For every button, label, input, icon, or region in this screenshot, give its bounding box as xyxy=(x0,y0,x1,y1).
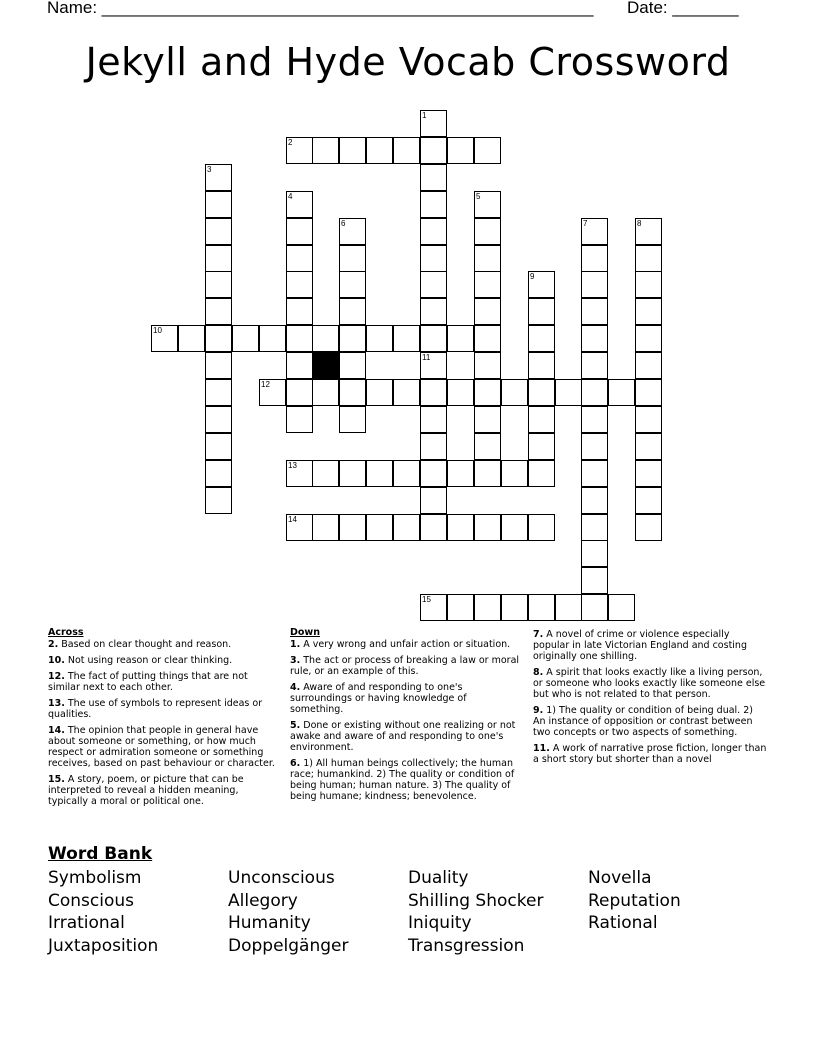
grid-cell[interactable] xyxy=(339,379,366,406)
word-bank-item: Transgression xyxy=(408,935,525,956)
grid-cell[interactable] xyxy=(528,594,555,621)
grid-cell[interactable] xyxy=(312,325,339,352)
grid-cell[interactable] xyxy=(474,379,501,406)
word-bank-item: Rational xyxy=(588,913,658,933)
clue-down-6: 6. 1) All human beings collectively; the human race; humankind. 2) The quality or condition of being human; human nature. 3) The quality of being humane; kindness; benevolence. xyxy=(290,758,515,802)
grid-cell[interactable] xyxy=(528,406,555,433)
clue-down-1: 1. A very wrong and unfair action or situation. xyxy=(290,639,511,650)
grid-cell[interactable] xyxy=(205,487,232,514)
clue-number: 4 xyxy=(288,192,293,201)
grid-cell[interactable] xyxy=(420,191,447,218)
grid-cell[interactable] xyxy=(420,594,447,621)
grid-cell[interactable] xyxy=(286,137,313,164)
grid-cell[interactable] xyxy=(366,325,393,352)
word-bank-column-1 xyxy=(48,867,158,957)
grid-cell[interactable] xyxy=(205,352,232,379)
grid-cell[interactable] xyxy=(420,137,447,164)
grid-cell[interactable] xyxy=(286,514,313,541)
word-bank-item: Unconscious xyxy=(228,868,335,888)
across-heading: Across xyxy=(48,627,84,638)
grid-cell[interactable] xyxy=(312,379,339,406)
page-title: Jekyll and Hyde Vocab Crossword xyxy=(85,40,731,84)
grid-cell[interactable] xyxy=(474,298,501,325)
clue-down-8: 8. A spirit that looks exactly like a living person, or someone who looks exactly like someone else but who is not related to that person. xyxy=(533,667,766,700)
clue-down-11: 11. A work of narrative prose fiction, longer than a short story but shorter than a novel xyxy=(533,743,767,765)
grid-cell[interactable] xyxy=(312,460,339,487)
grid-cell[interactable] xyxy=(339,352,366,379)
grid-cell[interactable] xyxy=(528,352,555,379)
grid-cell[interactable] xyxy=(312,514,339,541)
grid-cell[interactable] xyxy=(420,110,447,137)
word-bank-item: Novella xyxy=(588,868,652,888)
down-heading: Down xyxy=(290,627,320,638)
grid-cell[interactable] xyxy=(635,271,662,298)
word-bank-title: Word Bank xyxy=(48,844,153,864)
grid-cell[interactable] xyxy=(286,352,313,379)
grid-cell[interactable] xyxy=(286,460,313,487)
name-field[interactable]: Name: ____________________________________________________ xyxy=(47,0,594,17)
grid-cell[interactable] xyxy=(474,433,501,460)
clue-number: 10 xyxy=(153,326,162,335)
clue-number: 11 xyxy=(422,353,431,362)
grid-cell[interactable] xyxy=(205,406,232,433)
grid-cell[interactable] xyxy=(178,325,205,352)
grid-cell[interactable] xyxy=(635,379,662,406)
grid-cell[interactable] xyxy=(366,514,393,541)
word-bank-item: Symbolism xyxy=(48,868,142,888)
grid-cell[interactable] xyxy=(393,379,420,406)
grid-cell[interactable] xyxy=(447,594,474,621)
clue-number: 12 xyxy=(261,380,270,389)
grid-cell[interactable] xyxy=(205,433,232,460)
clue-across-13: 13. The use of symbols to represent ideas or qualities. xyxy=(48,698,263,720)
grid-cell[interactable] xyxy=(608,379,635,406)
word-bank-item: Iniquity xyxy=(408,913,472,933)
grid-cell[interactable] xyxy=(420,514,447,541)
grid-cell[interactable] xyxy=(339,406,366,433)
grid-cell[interactable] xyxy=(555,594,582,621)
clue-across-10: 10. Not using reason or clear thinking. xyxy=(48,655,233,666)
word-bank-item: Humanity xyxy=(228,913,311,933)
grid-cell[interactable] xyxy=(501,460,528,487)
grid-cell[interactable] xyxy=(447,137,474,164)
grid-cell[interactable] xyxy=(581,379,608,406)
grid-cell[interactable] xyxy=(528,298,555,325)
grid-cell[interactable] xyxy=(232,325,259,352)
grid-cell[interactable] xyxy=(205,191,232,218)
grid-cell[interactable] xyxy=(339,271,366,298)
grid-cell[interactable] xyxy=(420,460,447,487)
grid-cell[interactable] xyxy=(205,164,232,191)
grid-cell[interactable] xyxy=(528,514,555,541)
grid-cell[interactable] xyxy=(501,379,528,406)
grid-cell[interactable] xyxy=(205,379,232,406)
grid-cell[interactable] xyxy=(366,379,393,406)
clue-number: 8 xyxy=(637,219,642,228)
grid-cell[interactable] xyxy=(581,271,608,298)
clue-down-7: 7. A novel of crime or violence especially popular in late Victorian England and costing originally one shilling. xyxy=(533,629,747,662)
grid-cell[interactable] xyxy=(259,325,286,352)
clue-number: 6 xyxy=(341,219,346,228)
clue-down-3: 3. The act or process of breaking a law or moral rule, or an example of this. xyxy=(290,655,520,677)
grid-cell[interactable] xyxy=(393,325,420,352)
grid-cell[interactable] xyxy=(635,298,662,325)
grid-cell[interactable] xyxy=(366,460,393,487)
grid-cell[interactable] xyxy=(528,433,555,460)
grid-cell[interactable] xyxy=(286,325,313,352)
grid-cell[interactable] xyxy=(474,325,501,352)
grid-cell[interactable] xyxy=(447,514,474,541)
grid-cell[interactable] xyxy=(420,487,447,514)
grid-cell[interactable] xyxy=(581,298,608,325)
clue-number: 1 xyxy=(422,111,427,120)
grid-cell[interactable] xyxy=(447,325,474,352)
grid-cell[interactable] xyxy=(581,567,608,594)
grid-cell[interactable] xyxy=(447,460,474,487)
grid-cell[interactable] xyxy=(635,325,662,352)
grid-cell[interactable] xyxy=(286,218,313,245)
grid-cell[interactable] xyxy=(286,245,313,272)
grid-cell[interactable] xyxy=(286,271,313,298)
grid-cell[interactable] xyxy=(312,137,339,164)
grid-cell[interactable] xyxy=(393,514,420,541)
grid-cell[interactable] xyxy=(420,218,447,245)
grid-cell[interactable] xyxy=(420,379,447,406)
grid-cell[interactable] xyxy=(474,514,501,541)
grid-cell[interactable] xyxy=(581,352,608,379)
grid-cell[interactable] xyxy=(581,406,608,433)
grid-cell[interactable] xyxy=(474,271,501,298)
grid-cell[interactable] xyxy=(420,298,447,325)
grid-cell[interactable] xyxy=(474,594,501,621)
grid-cell[interactable] xyxy=(635,433,662,460)
grid-cell[interactable] xyxy=(286,298,313,325)
grid-cell[interactable] xyxy=(581,540,608,567)
grid-cell[interactable] xyxy=(528,379,555,406)
grid-cell[interactable] xyxy=(339,218,366,245)
grid-cell[interactable] xyxy=(635,460,662,487)
grid-cell[interactable] xyxy=(555,379,582,406)
grid-cell[interactable] xyxy=(286,191,313,218)
grid-cell[interactable] xyxy=(474,352,501,379)
grid-cell[interactable] xyxy=(528,271,555,298)
grid-cell[interactable] xyxy=(420,164,447,191)
clue-number: 7 xyxy=(583,219,588,228)
grid-cell[interactable] xyxy=(581,594,608,621)
grid-cell[interactable] xyxy=(205,298,232,325)
grid-cell[interactable] xyxy=(339,514,366,541)
word-bank-item: Reputation xyxy=(588,890,681,911)
word-bank-item: Doppelgänger xyxy=(228,935,349,956)
grid-cell[interactable] xyxy=(286,379,313,406)
grid-cell[interactable] xyxy=(581,245,608,272)
grid-cell[interactable] xyxy=(339,325,366,352)
clue-number: 5 xyxy=(476,192,481,201)
grid-cell[interactable] xyxy=(474,460,501,487)
word-bank-column-2 xyxy=(228,867,348,957)
clue-down-9: 9. 1) The quality or condition of being dual. 2) An instance of opposition or contrast between two concepts or two aspects of something. xyxy=(533,705,753,738)
date-field[interactable]: Date: _______ xyxy=(627,0,739,17)
across-clues xyxy=(48,627,280,812)
grid-cell[interactable] xyxy=(608,594,635,621)
grid-cell[interactable] xyxy=(420,325,447,352)
grid-cell[interactable] xyxy=(205,218,232,245)
grid-cell[interactable] xyxy=(501,514,528,541)
grid-cell[interactable] xyxy=(366,137,393,164)
grid-cell[interactable] xyxy=(420,271,447,298)
grid-cell[interactable] xyxy=(205,271,232,298)
grid-cell[interactable] xyxy=(635,245,662,272)
grid-cell[interactable] xyxy=(474,137,501,164)
word-bank-column-3 xyxy=(408,867,543,957)
grid-cell[interactable] xyxy=(528,460,555,487)
word-bank-item: Allegory xyxy=(228,890,298,911)
word-bank-item: Juxtaposition xyxy=(48,935,159,956)
clue-across-12: 12. The fact of putting things that are not similar next to each other. xyxy=(48,671,248,693)
grid-cell[interactable] xyxy=(635,218,662,245)
grid-cell[interactable] xyxy=(205,460,232,487)
word-bank-column-4 xyxy=(588,867,681,935)
word-bank-item: Shilling Shocker xyxy=(408,890,544,911)
grid-cell[interactable] xyxy=(420,352,447,379)
down-clues-continued xyxy=(533,629,768,770)
word-bank-item: Conscious xyxy=(48,890,135,911)
clue-across-2: 2. Based on clear thought and reason. xyxy=(48,639,232,650)
grid-cell[interactable] xyxy=(474,406,501,433)
grid-cell[interactable] xyxy=(286,406,313,433)
clue-number: 13 xyxy=(288,461,297,470)
clue-number: 3 xyxy=(207,165,212,174)
grid-cell[interactable] xyxy=(205,245,232,272)
grid-cell[interactable] xyxy=(447,379,474,406)
grid-cell[interactable] xyxy=(259,379,286,406)
grid-cell[interactable] xyxy=(151,325,178,352)
clue-number: 9 xyxy=(530,272,535,281)
grid-cell[interactable] xyxy=(581,460,608,487)
grid-cell[interactable] xyxy=(581,433,608,460)
grid-cell[interactable] xyxy=(205,325,232,352)
clue-down-5: 5. Done or existing without one realizing or not awake and aware of and responding to one's environment. xyxy=(290,720,516,753)
grid-cell[interactable] xyxy=(635,406,662,433)
clue-down-4: 4. Aware of and responding to one's surroundings or having knowledge of something. xyxy=(290,682,467,715)
grid-cell[interactable] xyxy=(635,487,662,514)
grid-cell[interactable] xyxy=(635,514,662,541)
clue-across-15: 15. A story, poem, or picture that can be interpreted to reveal a hidden meaning, typically a moral or political one. xyxy=(48,774,244,807)
grid-cell[interactable] xyxy=(339,245,366,272)
clue-across-14: 14. The opinion that people in general have about someone or something, or how much respect or admiration someone or something receives, based on past behaviour or character. xyxy=(48,725,275,769)
down-clues xyxy=(290,627,522,807)
clue-number: 14 xyxy=(288,515,297,524)
grid-cell[interactable] xyxy=(528,325,555,352)
grid-cell[interactable] xyxy=(339,460,366,487)
grid-cell[interactable] xyxy=(474,245,501,272)
grid-cell[interactable] xyxy=(420,245,447,272)
clue-number: 15 xyxy=(422,595,431,604)
grid-cell[interactable] xyxy=(393,460,420,487)
word-bank-item: Irrational xyxy=(48,913,125,933)
grid-cell[interactable] xyxy=(474,218,501,245)
grid-cell[interactable] xyxy=(339,298,366,325)
grid-cell[interactable] xyxy=(474,191,501,218)
grid-cell[interactable] xyxy=(420,406,447,433)
word-bank-item: Duality xyxy=(408,868,469,888)
grid-cell[interactable] xyxy=(339,137,366,164)
clue-number: 2 xyxy=(288,138,293,147)
grid-cell[interactable] xyxy=(420,433,447,460)
grid-cell[interactable] xyxy=(501,594,528,621)
grid-cell[interactable] xyxy=(581,514,608,541)
grid-cell[interactable] xyxy=(393,137,420,164)
grid-cell[interactable] xyxy=(581,487,608,514)
grid-cell[interactable] xyxy=(581,218,608,245)
grid-cell[interactable] xyxy=(635,352,662,379)
grid-cell[interactable] xyxy=(581,325,608,352)
blocked-cell xyxy=(312,352,339,379)
